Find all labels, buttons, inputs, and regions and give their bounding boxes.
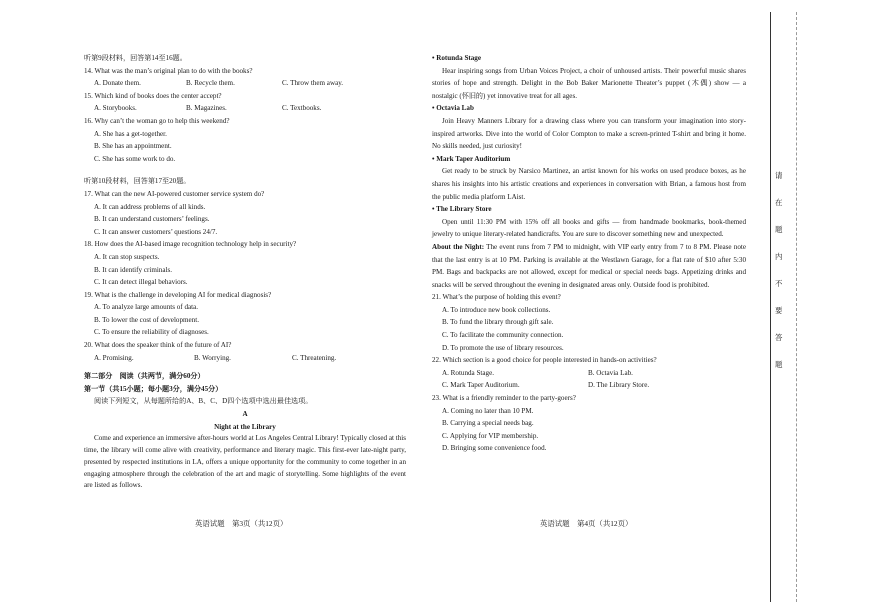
option: A. Rotunda Stage.	[442, 368, 495, 377]
option: B. It can identify criminals.	[94, 265, 173, 274]
left-column	[84, 52, 406, 492]
notice-char: 题	[775, 360, 783, 369]
section-heading-rotunda: • Rotunda Stage	[432, 54, 481, 62]
option: A. To analyze large amounts of data.	[94, 303, 199, 312]
option: C. Mark Taper Auditorium.	[442, 381, 520, 390]
section-text-mark-taper: Get ready to be struck by Narsico Martinez, an artist known for his works on used produce boxes, as he shares his insights into his artistic creations and experiences in conversation with Brian, a famous host from the public media platform LAist.	[432, 167, 746, 201]
passage-title: Night at the Library	[214, 422, 276, 431]
option: C. Threatening.	[292, 353, 337, 362]
option: B. Magazines.	[186, 104, 227, 113]
option: B. It can understand customers’ feelings.	[94, 215, 210, 224]
section-text-library-store: Open until 11:30 PM with 15% off all books and gifts — from handmade bookmarks, book-themed jewelry to unique literary-related handicrafts. You are sure to discover something new and unexpected.	[432, 217, 746, 239]
part-two-heading: 第二部分 阅读（共两节，满分60分）	[84, 372, 205, 381]
option: B. Recycle them.	[186, 79, 235, 88]
about-text: The event runs from 7 PM to midnight, with VIP early entry from 7 to 8 PM. Please note that the last entry is at 10 PM. Parking is available at the Westlawn Garage, for a flat rate of $10 after 5:30 PM. Bags and backpacks are not allowed, except for medical or special needs bags. Appetizing drinks and snacks will be served throughout the evening in designated areas only. Outside food is prohibited.	[432, 242, 746, 289]
option: A. Storybooks.	[94, 104, 137, 113]
about-the-night	[432, 241, 746, 291]
notice-char: 要	[775, 306, 783, 315]
option: C. To ensure the reliability of diagnoses.	[94, 328, 209, 337]
option: C. It can answer customers’ questions 24/7.	[94, 227, 218, 236]
listening-intro-9: 听第9段材料，回答第14至16题。	[84, 54, 187, 62]
option: C. It can detect illegal behaviors.	[94, 278, 188, 287]
passage-letter: A	[242, 410, 248, 419]
question-16: 16. Why can’t the woman go to help this weekend?	[84, 116, 230, 125]
passage-intro: Come and experience an immersive after-hours world at Los Angeles Central Library! Typically closed at this time, the library will come alive with creativity, performance and literary magic. This first-ever late-night party, presented by respected institutions in LA, offers a unique opportunity for the community to come together in an engaging atmosphere through the celebration of the art and magic of storytelling. Some highlights of the event are listed as follows.	[84, 434, 406, 490]
page-footer-right: 英语试题 第4页（共12页）	[540, 519, 633, 528]
page-footer-left: 英语试题 第3页（共12页）	[195, 519, 288, 528]
notice-char: 题	[775, 225, 783, 234]
option: B. Worrying.	[194, 353, 231, 362]
question-22-options-ab	[432, 367, 746, 380]
notice-char: 答	[775, 333, 783, 342]
question-21: 21. What’s the purpose of holding this event?	[432, 293, 561, 302]
question-15-options	[84, 102, 406, 115]
question-19: 19. What is the challenge in developing AI for medical diagnosis?	[84, 290, 272, 299]
option: B. To fund the library through gift sale.	[442, 318, 554, 327]
option: A. She has a get-together.	[94, 129, 167, 138]
option: A. Coming no later than 10 PM.	[442, 406, 534, 415]
option: D. The Library Store.	[588, 381, 650, 390]
option: A. Donate them.	[94, 79, 141, 88]
option: B. She has an appointment.	[94, 142, 172, 151]
section-text-octavia: Join Heavy Manners Library for a drawing class where you can transform your imagination into story-inspired artworks. Dive into the world of Color Compton to make a screen-printed T-shirt and bring it home. No skills needed, just curiosity!	[432, 116, 746, 151]
question-17: 17. What can the new AI-powered customer service system do?	[84, 189, 265, 198]
option: C. Throw them away.	[282, 79, 344, 88]
question-15: 15. Which kind of books does the center accept?	[84, 91, 222, 100]
option: D. To promote the use of library resources.	[442, 343, 564, 352]
notice-char: 不	[775, 279, 783, 288]
notice-char: 请	[775, 171, 783, 180]
about-label: About the Night:	[432, 242, 485, 251]
question-18: 18. How does the AI-based image recognition technology help in security?	[84, 240, 297, 249]
section-one-heading: 第一节（共15小题；每小题3分，满分45分）	[84, 384, 223, 393]
binding-notice	[775, 170, 787, 386]
reading-instruction: 阅读下列短文，从每题所给的A、B、C、D四个选项中选出最佳选项。	[94, 397, 313, 406]
option: A. To introduce new book collections.	[442, 305, 551, 314]
question-22-options-cd	[432, 379, 746, 392]
question-23: 23. What is a friendly reminder to the party-goers?	[432, 394, 576, 403]
option: A. It can stop suspects.	[94, 252, 160, 261]
right-column	[432, 52, 746, 455]
listening-intro-10: 听第10段材料，回答第17至20题。	[84, 177, 191, 186]
option: D. Bringing some convenience food.	[442, 444, 547, 453]
section-heading-octavia: • Octavia Lab	[432, 104, 474, 113]
option: C. To facilitate the community connection.	[442, 331, 564, 340]
notice-char: 在	[775, 198, 783, 207]
section-heading-mark-taper: • Mark Taper Auditorium	[432, 154, 511, 163]
section-heading-library-store: • The Library Store	[432, 205, 492, 214]
option: B. To lower the cost of development.	[94, 315, 199, 324]
question-22: 22. Which section is a good choice for people interested in hands-on activities?	[432, 356, 657, 365]
question-14-options	[84, 77, 406, 90]
option: A. It can address problems of all kinds.	[94, 202, 206, 211]
option: C. Applying for VIP membership.	[442, 431, 539, 440]
option: C. Textbooks.	[282, 104, 322, 113]
option: C. She has some work to do.	[94, 154, 176, 163]
question-20-options	[84, 352, 406, 365]
notice-char: 内	[775, 252, 783, 261]
option: A. Promising.	[94, 353, 134, 362]
option: B. Carrying a special needs bag.	[442, 419, 534, 428]
section-text-rotunda: Hear inspiring songs from Urban Voices Project, a choir of unhoused artists. Their powerful music shares stories of hope and strength. Delight in the Bob Baker Marionette Theater’s puppet (木偶) show — a nostalgic (怀旧的) yet innovative treat for all ages.	[432, 66, 746, 100]
binding-dashed-line	[796, 12, 797, 602]
question-14: 14. What was the man’s original plan to do with the books?	[84, 66, 253, 75]
option: B. Octavia Lab.	[588, 368, 633, 377]
question-20: 20. What does the speaker think of the future of AI?	[84, 341, 232, 350]
